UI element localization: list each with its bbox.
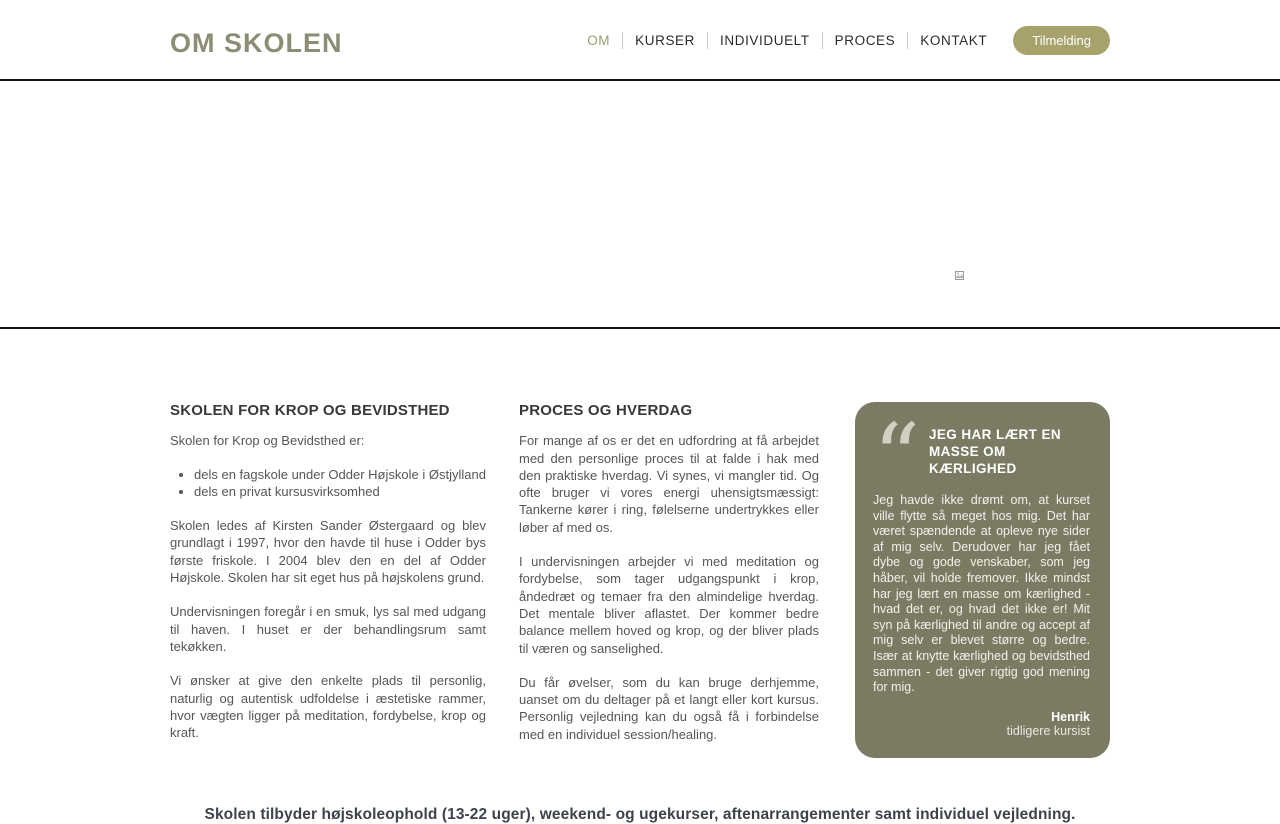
testimonial-card <box>855 402 1110 758</box>
nav-divider <box>622 32 623 49</box>
nav-divider <box>907 32 908 49</box>
nav-menu <box>587 32 987 49</box>
testimonial-body: Jeg havde ikke drømt om, at kurset ville flytte så meget hos mig. Det har været spændende at opleve nye sider af mig selv. Derudover har jeg fået dybe og gode venskaber, som jeg håber, vil holde fremover. Ikke mindst har jeg lært en masse om kærlighed - hvad det er, og hvad det ikke er! Mit syn på kærlighed til andre og accept af mig selv er blevet større og bedre. Især at knytte kærlighed og bevidsthed sammen - det giver rigtig god mening for mig. <box>873 493 1090 695</box>
broken-image-icon <box>955 271 964 280</box>
paragraph: I undervisningen arbejder vi med meditation og fordybelse, som tager udgangspunkt i krop, åndedræt og temaer fra den almindelige hverdag. Det mentale bliver aflastet. Der kommer bedre balance mellem hoved og krop, og der bliver plads til væren og sanselighed. <box>519 554 819 656</box>
hero-banner <box>0 81 1280 329</box>
testimonial-heading: JEG HAR LÆRT EN MASSE OM KÆRLIGHED <box>929 427 1062 476</box>
intro-text: Skolen for Krop og Bevidsthed er: <box>170 433 365 449</box>
paragraph: Du får øvelser, som du kan bruge derhjemme, uanset om du deltager på et langt eller kort kursus. Personlig vejledning kan du også få i forbindelse med en individuel session/healing. <box>519 674 819 742</box>
paragraph: Vi ønsker at give den enkelte plads til personlig, naturlig og autentisk udfoldelse i æstetiske rammer, hvor vægten ligger på meditation, fordybelse, krop og kraft. <box>170 673 486 741</box>
nav-item-kontakt[interactable]: KONTAKT <box>920 33 988 48</box>
list-item: • dels en privat kursusvirksomhed <box>194 483 486 500</box>
paragraph: Undervisningen foregår i en smuk, lys sal med udgang til haven. I huset er der behandlingsrum samt tekøkken. <box>170 604 486 654</box>
section-skolen-for-krop-og-bevidsthed <box>170 402 486 758</box>
nav-item-kurser[interactable]: KURSER <box>635 33 696 48</box>
author-role: tidligere kursist <box>1006 723 1090 738</box>
nav-divider <box>822 32 823 49</box>
tilmelding-button[interactable]: Tilmelding <box>1013 26 1110 55</box>
header <box>0 0 1280 81</box>
testimonial-header <box>873 403 1090 511</box>
testimonial-author <box>873 710 1090 738</box>
main-content <box>170 402 1110 758</box>
paragraph: Skolen ledes af Kirsten Sander Østergaard og blev grundlagt i 1997, hvor den havde til huse i Odder bys første friskole. I 2004 blev den en del af Odder Højskole. Skolen har sit eget hus på højskolens grund. <box>170 518 486 586</box>
nav-item-proces[interactable]: PROCES <box>834 33 896 48</box>
quote-icon: “ <box>873 403 921 511</box>
author-name: Henrik <box>1051 709 1090 724</box>
list-item: • dels en fagskole under Odder Højskole i Østjylland <box>194 466 486 483</box>
paragraph: For mange af os er det en udfordring at få arbejdet med den personlige proces til at falde i hak med den praktiske hverdag. Vi synes, vi mangler tid. Og ofte bruger vi vores energi uhensigtsmæssigt: Tankerne kører i ring, følelserne undertrykkes eller løber af med os. <box>519 433 819 535</box>
nav-item-individuelt[interactable]: INDIVIDUELT <box>720 33 810 48</box>
nav-item-om[interactable]: OM <box>587 33 611 48</box>
page-title: OM SKOLEN <box>170 28 343 58</box>
section-heading: SKOLEN FOR KROP OG BEVIDSTHED <box>170 402 450 419</box>
main-nav <box>587 0 1110 81</box>
bullet-list <box>170 466 486 501</box>
nav-divider <box>707 32 708 49</box>
section-proces-og-hverdag <box>519 402 819 758</box>
bottom-statement: Skolen tilbyder højskoleophold (13-22 uger), weekend- og ugekurser, aftenarrangementer samt individuel vejledning. <box>204 805 1076 823</box>
section-heading: PROCES OG HVERDAG <box>519 402 693 419</box>
